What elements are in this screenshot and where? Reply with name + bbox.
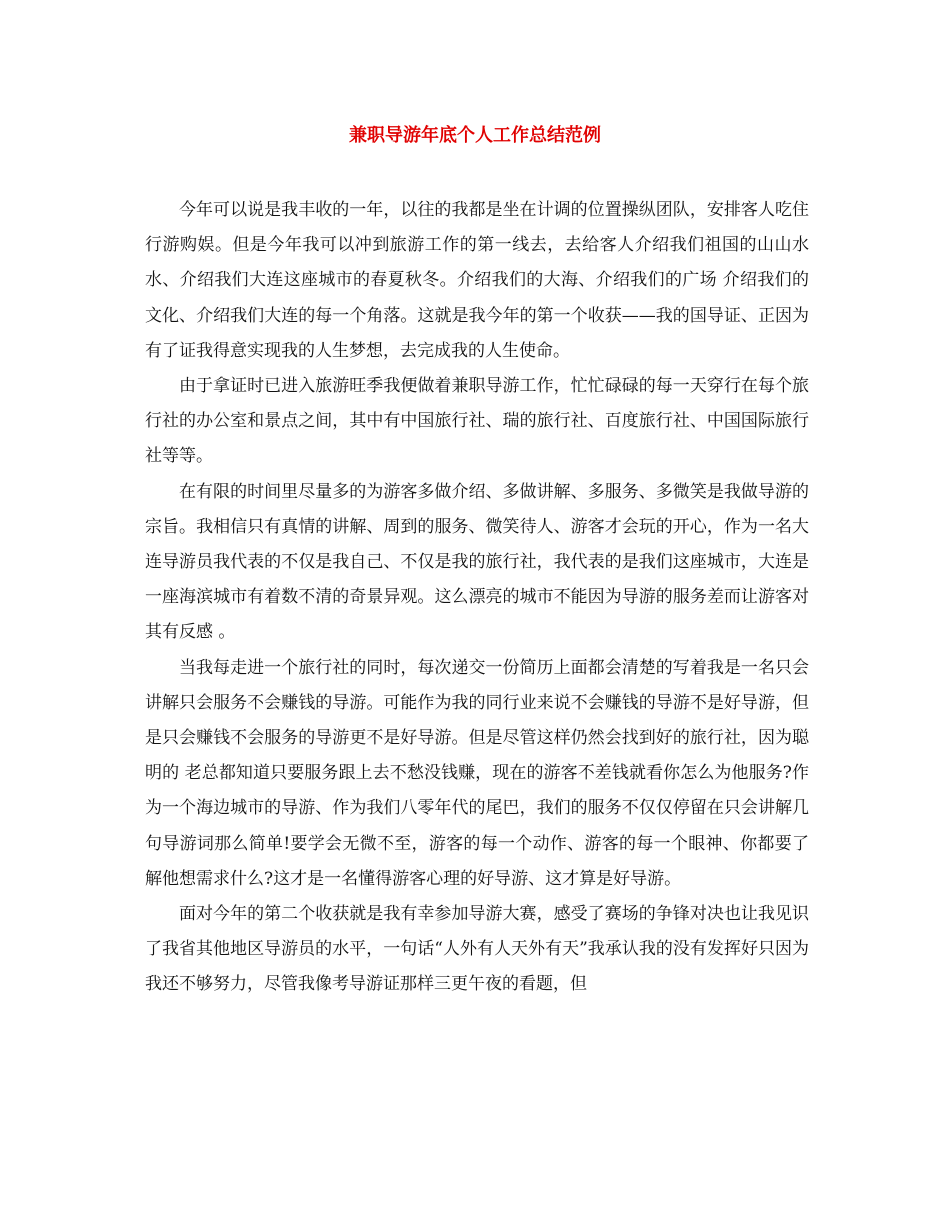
document-title: 兼职导游年底个人工作总结范例 — [349, 125, 601, 146]
paragraph: 面对今年的第二个收获就是我有幸参加导游大赛，感受了赛场的争锋对决也让我见识了我省其他地区导游员的水平，一句话“人外有人天外有天”我承认我的没有发挥好只因为我还不够努力，尽管我像考导游证那样三更午夜的看题，但 — [145, 904, 809, 995]
paragraph: 今年可以说是我丰收的一年，以往的我都是坐在计调的位置操纵团队，安排客人吃住行游购娱。但是今年我可以冲到旅游工作的第一线去，去给客人介绍我们祖国的山山水水、介绍我们大连这座城市的春夏秋冬。介绍我们的大海、介绍我们的广场 介绍我们的文化、介绍我们大连的每一个角落。这就是我今年的第一个收获——我的国导证、正因为有了证我得意实现我的人生梦想，去完成我的人生使命。 — [145, 200, 809, 361]
paragraph: 由于拿证时已进入旅游旺季我便做着兼职导游工作，忙忙碌碌的每一天穿行在每个旅行社的办公室和景点之间，其中有中国旅行社、瑞的旅行社、百度旅行社、中国国际旅行社等等。 — [145, 376, 809, 467]
paragraph: 在有限的时间里尽量多的为游客多做介绍、多做讲解、多服务、多微笑是我做导游的宗旨。我相信只有真情的讲解、周到的服务、微笑待人、游客才会玩的开心，作为一名大连导游员我代表的不仅是我自己、不仅是我的旅行社，我代表的是我们这座城市，大连是一座海滨城市有着数不清的奇景异观。这么漂亮的城市不能因为导游的服务差而让游客对其有反感 。 — [145, 481, 809, 643]
paragraph: 当我每走进一个旅行社的同时，每次递交一份简历上面都会清楚的写着我是一名只会讲解只会服务不会赚钱的导游。可能作为我的同行业来说不会赚钱的导游不是好导游，但是只会赚钱不会服务的导游更不是好导游。但是尽管这样仍然会找到好的旅行社，因为聪明的 老总都知道只要服务跟上去不愁没钱赚，现在的游客不差钱就看你怎么为他服务?作为一个海边城市的导游、作为我们八零年代的尾巴，我们的服务不仅仅停留在只会讲解几句导游词那么简单!要学会无微不至，游客的每一个动作、游客的每一个眼神、你都要了解他想需求什么?这才是一名懂得游客心理的好导游、这才算是好导游。 — [145, 657, 809, 889]
document-body — [145, 193, 809, 1003]
